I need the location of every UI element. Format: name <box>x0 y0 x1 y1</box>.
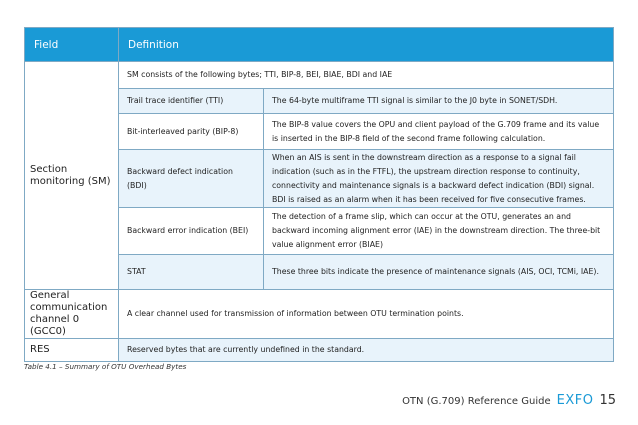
header-definition: Definition <box>119 28 614 62</box>
guide-title: OTN (G.709) Reference Guide <box>402 396 551 407</box>
gcc0-field: General communication channel 0 (GCC0) <box>25 290 119 339</box>
bip8-name: Bit-interleaved parity (BIP-8) <box>119 114 264 150</box>
res-field: RES <box>25 339 119 362</box>
bei-definition: The detection of a frame slip, which can occur at the OTU, generates an and backward incoming alignment error (IAE) in the downstream direction. The three-bit value alignment error (BIAE) <box>264 208 614 255</box>
table-header-row <box>25 28 614 62</box>
stat-definition: These three bits indicate the presence of maintenance signals (AIS, OCI, TCMi, IAE). <box>264 255 614 290</box>
table-row <box>25 62 614 89</box>
tti-name: Trail trace identifier (TTI) <box>119 89 264 114</box>
bip8-definition: The BIP-8 value covers the OPU and client payload of the G.709 frame and its value is inserted in the BIP-8 field of the second frame following calculation. <box>264 114 614 150</box>
page-footer <box>402 393 616 408</box>
gcc0-definition: A clear channel used for transmission of information between OTU termination points. <box>119 290 614 339</box>
page-number: 15 <box>599 393 616 408</box>
brand-logo: EXFO <box>556 393 594 408</box>
section-monitoring-field: Section monitoring (SM) <box>25 62 119 290</box>
otu-overhead-table <box>24 27 614 362</box>
table-row <box>25 290 614 339</box>
header-field: Field <box>25 28 119 62</box>
bdi-definition: When an AIS is sent in the downstream direction as a response to a signal fail indication (such as in the FTFL), the upstream direction response to continuity, connectivity and maintenance signals is a backward defect indication (BDI) signal. BDI is raised as an alarm when it has been received for five consecutive frames. <box>264 150 614 208</box>
bdi-name: Backward defect indication (BDI) <box>119 150 264 208</box>
tti-definition: The 64-byte multiframe TTI signal is similar to the J0 byte in SONET/SDH. <box>264 89 614 114</box>
table-row <box>25 339 614 362</box>
sm-intro: SM consists of the following bytes; TTI, BIP-8, BEI, BIAE, BDI and IAE <box>119 62 614 89</box>
bei-name: Backward error indication (BEI) <box>119 208 264 255</box>
stat-name: STAT <box>119 255 264 290</box>
table-caption: Table 4.1 – Summary of OTU Overhead Bytes <box>24 362 187 371</box>
res-definition: Reserved bytes that are currently undefined in the standard. <box>119 339 614 362</box>
